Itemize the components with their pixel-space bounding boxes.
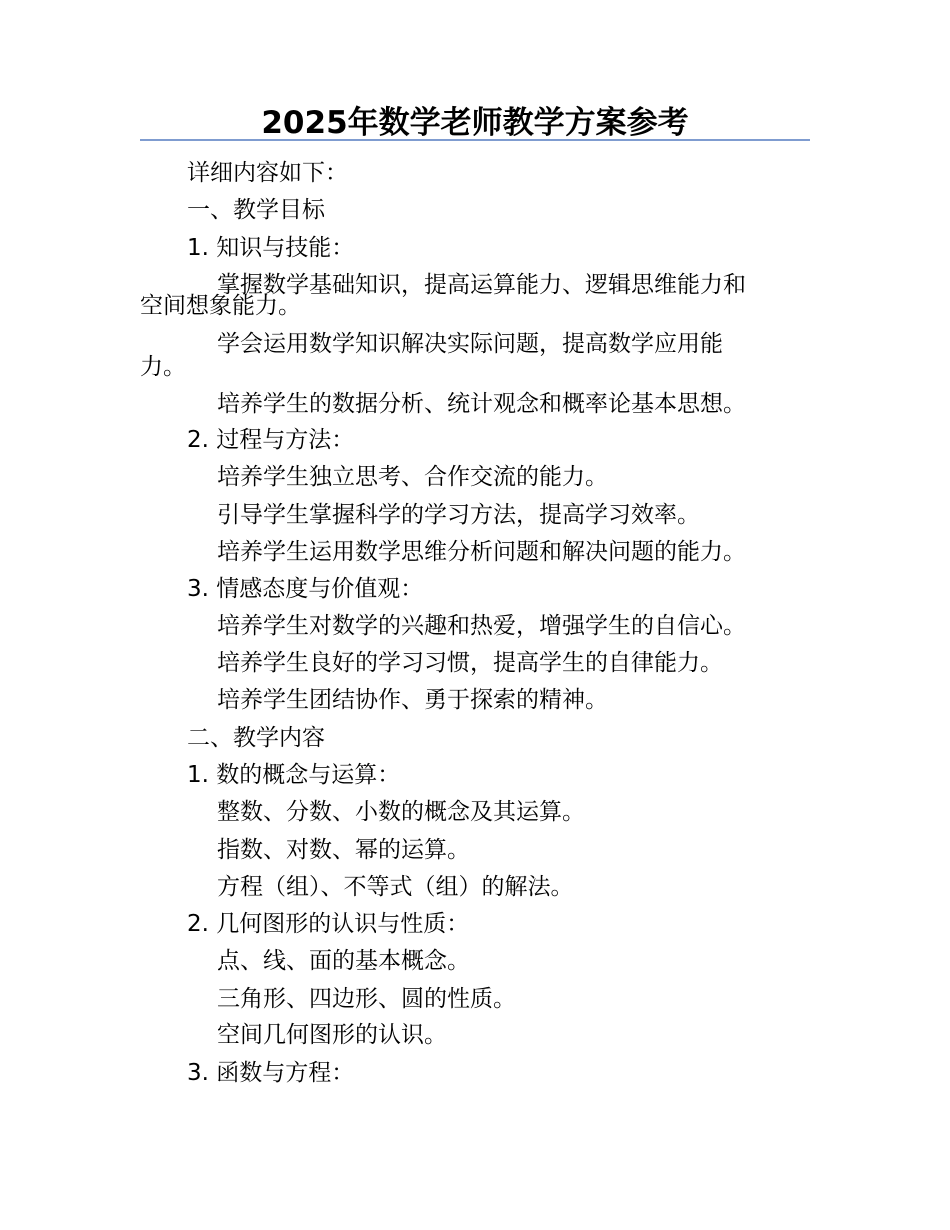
paragraph-line: 空间想象能力。 (140, 293, 301, 319)
paragraph-line: 指数、对数、幂的运算。 (217, 837, 470, 863)
subheading-functions-equations: 3. 函数与方程： (187, 1060, 355, 1086)
paragraph-line: 引导学生掌握科学的学习方法，提高学习效率。 (217, 502, 700, 528)
paragraph-line: 三角形、四边形、圆的性质。 (217, 986, 516, 1012)
section-heading-content: 二、教学内容 (187, 725, 325, 751)
paragraph-line: 培养学生的数据分析、统计观念和概率论基本思想。 (217, 391, 746, 417)
subheading-attitudes-values: 3. 情感态度与价值观： (187, 576, 424, 602)
subheading-geometry: 2. 几何图形的认识与性质： (187, 911, 470, 937)
paragraph-line: 培养学生对数学的兴趣和热爱，增强学生的自信心。 (217, 613, 746, 639)
paragraph-line: 培养学生独立思考、合作交流的能力。 (217, 464, 608, 490)
paragraph-line: 整数、分数、小数的概念及其运算。 (217, 799, 585, 825)
paragraph-line: 培养学生良好的学习习惯，提高学生的自律能力。 (217, 650, 723, 676)
subheading-knowledge-skills: 1. 知识与技能： (187, 235, 355, 261)
intro-text: 详细内容如下： (187, 160, 348, 186)
paragraph-line: 培养学生运用数学思维分析问题和解决问题的能力。 (217, 539, 746, 565)
paragraph-line: 培养学生团结协作、勇于探索的精神。 (217, 687, 608, 713)
subheading-numbers-operations: 1. 数的概念与运算： (187, 762, 401, 788)
paragraph-line: 点、线、面的基本概念。 (217, 948, 470, 974)
paragraph-line: 力。 (140, 354, 186, 380)
paragraph-line: 掌握数学基础知识，提高运算能力、逻辑思维能力和 (217, 272, 746, 298)
subheading-process-methods: 2. 过程与方法： (187, 427, 355, 453)
paragraph-line: 方程（组）、不等式（组）的解法。 (217, 874, 574, 900)
title-underline (140, 139, 810, 141)
page-title: 2025年数学老师教学方案参考 (261, 105, 689, 141)
paragraph-line: 学会运用数学知识解决实际问题，提高数学应用能 (217, 331, 723, 357)
paragraph-line: 空间几何图形的认识。 (217, 1022, 447, 1048)
section-heading-objectives: 一、教学目标 (187, 197, 325, 223)
